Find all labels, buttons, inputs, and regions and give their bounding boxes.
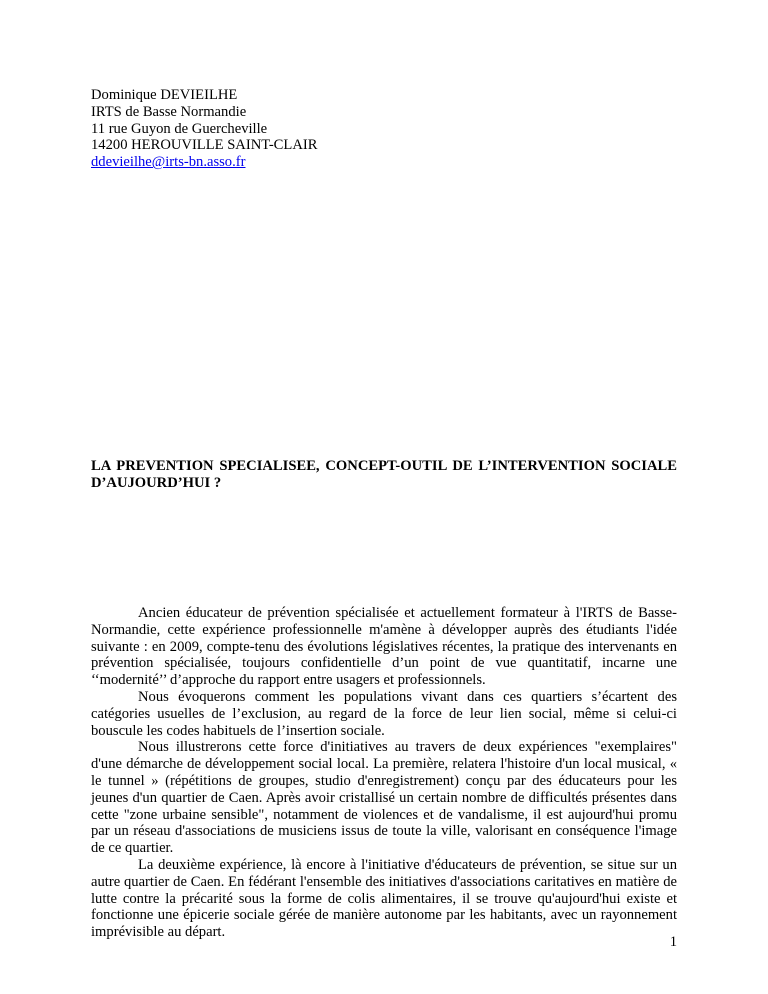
author-name: Dominique DEVIEILHE xyxy=(91,87,238,103)
author-institution: IRTS de Basse Normandie xyxy=(91,103,247,120)
paragraph-3: Nous illustrerons cette force d'initiatives au travers de deux expériences "exemplaires" d'une démarche de développement social local. La première, relatera l'histoire d'un local musical, « le tunnel » (répétitions de groupes, studio d'enregistrement) conçu par des éducateurs pour les jeunes d'un quartier de Caen. Après avoir cristallisé un certain nombre de difficultés présentes dans cette "zone urbaine sensible", notamment de violences et de vandalisme, il est aujourd'hui promu par un réseau d'associations de musiciens issus de toute la ville, valorisant en conséquence l'image de ce quartier. xyxy=(91,739,677,857)
author-email-link[interactable]: ddevieilhe@irts-bn.asso.fr xyxy=(91,154,246,171)
paragraph-1: Ancien éducateur de prévention spécialisée et actuellement formateur à l'IRTS de Basse-Normandie, cette expérience professionnelle m'amène à développer auprès des étudiants l'idée suivante : en 2009, compte-tenu des évolutions législatives récentes, la pratique des intervenants en prévention spécialisée, toujours confidentielle d’un point de vue quantitatif, incarne une ‘‘modernité’’ d’approche du rapport entre usagers et professionnels. xyxy=(91,605,677,689)
document-body xyxy=(91,605,677,941)
page-number: 1 xyxy=(669,934,677,950)
paragraph-4: La deuxième expérience, là encore à l'initiative d'éducateurs de prévention, se situe sur un autre quartier de Caen. En fédérant l'ensemble des initiatives d'associations caritatives en matière de lutte contre la précarité sous la forme de colis alimentaires, il se trouve qu'aujourd'hui existe et fonctionne une épicerie sociale gérée de manière autonome par les habitants, avec un rayonnement imprévisible au départ. xyxy=(91,856,677,941)
author-street: 11 rue Guyon de Guercheville xyxy=(91,120,268,137)
paragraph-2: Nous évoquerons comment les populations vivant dans ces quartiers s’écartent des catégories usuelles de l’exclusion, au regard de la force de leur lien social, même si celui-ci bouscule les codes habituels de l’insertion sociale. xyxy=(91,688,677,739)
author-address-block xyxy=(91,87,317,171)
document-title: LA PREVENTION SPECIALISEE, CONCEPT-OUTIL DE L’INTERVENTION SOCIALE D’AUJOURD’HUI ? xyxy=(91,458,677,491)
author-city: 14200 HEROUVILLE SAINT-CLAIR xyxy=(91,137,318,154)
